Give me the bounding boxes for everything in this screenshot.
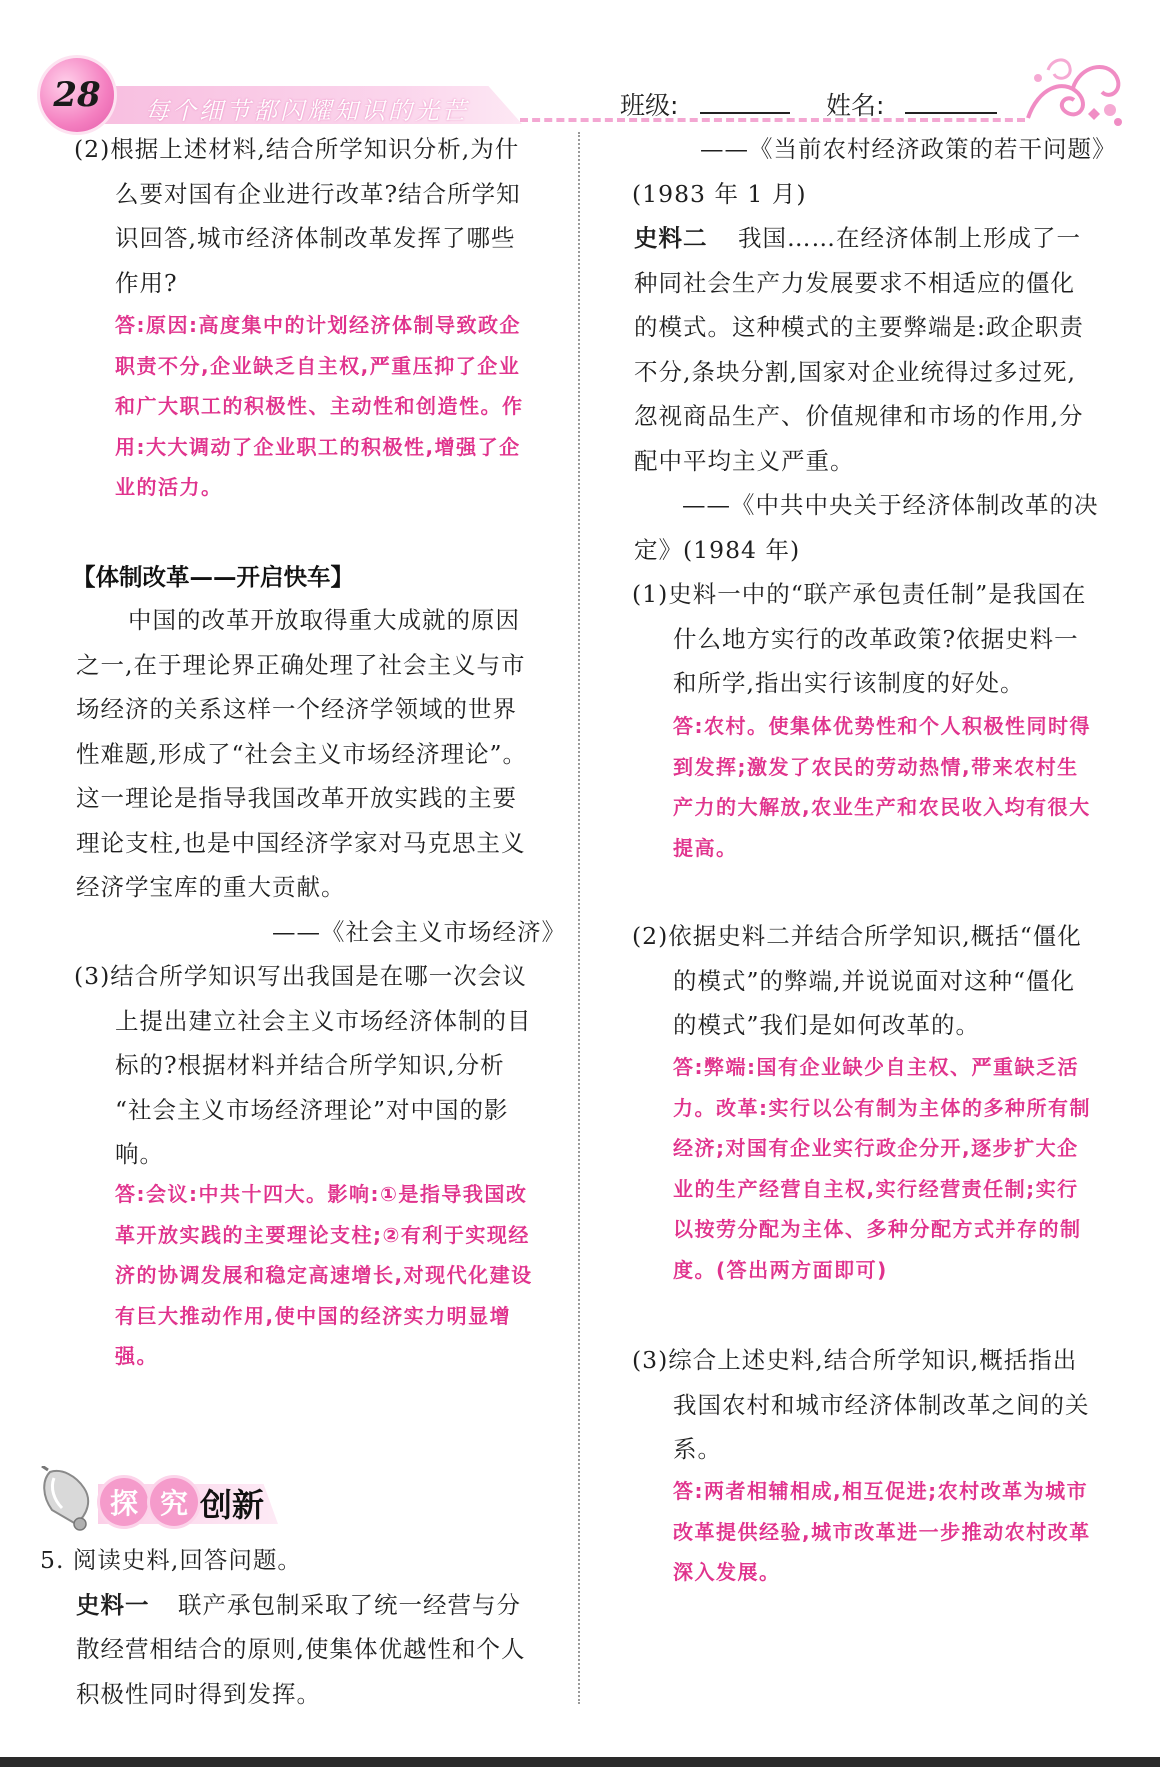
answer-1-line: 提高。	[673, 835, 738, 860]
name-field-input[interactable]	[905, 112, 997, 114]
question-3-line: 上提出建立社会主义市场经济体制的目	[115, 1006, 532, 1035]
answer-3-right-line: 改革提供经验,城市改革进一步推动农村改革	[673, 1519, 1091, 1544]
answer-2-line: 职责不分,企业缺乏自主权,严重压抑了企业	[115, 353, 521, 378]
answer-3-right-line: 答:两者相辅相成,相互促进;农村改革为城市	[673, 1479, 1089, 1503]
answer-2-right-line: 业的生产经营自主权,实行经营责任制;实行	[673, 1176, 1079, 1201]
footer-bar	[0, 1757, 1160, 1767]
question-3-right-line: (3)综合上述史料,结合所学知识,概括指出	[632, 1346, 1078, 1374]
material-2-line: 配中平均主义严重。	[634, 446, 855, 475]
question-3-line: (3)结合所学知识写出我国是在哪一次会议	[74, 962, 527, 990]
material-2-source: ——《中共中央关于经济体制改革的决	[682, 491, 1099, 519]
answer-2-right-line: 以按劳分配为主体、多种分配方式并存的制	[673, 1217, 1082, 1241]
answer-2-right-line: 经济;对国有企业实行政企分开,逐步扩大企	[673, 1136, 1079, 1160]
question-2-right-line: (2)依据史料二并结合所学知识,概括“僵化	[632, 922, 1082, 950]
answer-1-line: 到发挥;激发了农民的劳动热情,带来农村生	[673, 754, 1079, 779]
material-1-label: 史料一	[76, 1590, 150, 1619]
flower-ornament-icon	[1018, 48, 1128, 132]
passage-line: 经济学宝库的重大贡献。	[76, 873, 346, 901]
header-dashed-divider	[520, 118, 1025, 122]
answer-3-line: 济的协调发展和稳定高速增长,对现代化建设	[115, 1263, 533, 1287]
passage-line: 中国的改革开放取得重大成就的原因	[128, 606, 520, 634]
passage-line: 这一理论是指导我国改革开放实践的主要	[76, 784, 517, 812]
answer-3-line: 革开放实践的主要理论支柱;②有利于实现经	[115, 1222, 530, 1247]
passage-source: ——《社会主义市场经济》	[272, 917, 566, 946]
answer-3-line: 强。	[115, 1344, 158, 1368]
question-2-right-line: 的模式”我们是如何改革的。	[673, 1011, 981, 1039]
answer-1-line: 答:农村。使集体优势性和个人积极性同时得	[673, 714, 1091, 738]
question-5-intro: 5. 阅读史料,回答问题。	[40, 1546, 302, 1574]
question-2-line: 识回答,城市经济体制改革发挥了哪些	[115, 224, 516, 252]
page-number: 28	[53, 75, 101, 115]
bell-icon	[36, 1466, 96, 1532]
question-2-line: 么要对国有企业进行改革?结合所学知	[115, 179, 521, 208]
question-3-right-line: 我国农村和城市经济体制改革之间的关	[673, 1390, 1090, 1419]
question-2-line: (2)根据上述材料,结合所学知识分析,为什	[74, 135, 520, 163]
passage-line: 性难题,形成了“社会主义市场经济理论”。	[76, 739, 527, 768]
question-3-line: 标的?根据材料并结合所学知识,分析	[115, 1051, 505, 1079]
answer-1-line: 产力的大解放,农业生产和农民收入均有很大	[673, 795, 1091, 819]
class-field-input[interactable]	[700, 112, 790, 114]
answer-3-line: 有巨大推动作用,使中国的经济实力明显增	[115, 1303, 512, 1328]
class-field-label: 班级:	[620, 91, 679, 120]
answer-2-line: 业的活力。	[115, 475, 223, 499]
question-3-right-line: 系。	[673, 1435, 722, 1463]
question-1-line: 什么地方实行的改革政策?依据史料一	[673, 624, 1079, 653]
answer-2-line: 用:大大调动了企业职工的积极性,增强了企	[115, 434, 521, 459]
material-2-line: 种同社会生产力发展要求不相适应的僵化	[634, 268, 1075, 297]
page-number-badge	[40, 58, 114, 132]
question-2-right-line: 的模式”的弊端,并说说面对这种“僵化	[673, 966, 1075, 995]
material-1-source: ——《当前农村经济政策的若干问题》	[700, 135, 1117, 163]
answer-3-line: 答:会议:中共十四大。影响:①是指导我国改	[115, 1182, 528, 1206]
column-divider	[578, 132, 580, 1704]
material-2-line: 不分,条块分割,国家对企业统得过多过死,	[634, 357, 1076, 386]
material-2-label: 史料二	[634, 224, 708, 252]
material-2-line: 忽视商品生产、价值规律和市场的作用,分	[634, 402, 1084, 430]
material-2-line: 我国……在经济体制上形成了一	[738, 224, 1081, 252]
material-1-source: (1983 年 1 月)	[632, 179, 807, 208]
answer-2-right-line: 答:弊端:国有企业缺少自主权、严重缺乏活	[673, 1055, 1079, 1079]
material-2-line: 的模式。这种模式的主要弊端是:政企职责	[634, 313, 1084, 341]
question-3-line: “社会主义市场经济理论”对中国的影	[115, 1095, 509, 1124]
question-1-line: (1)史料一中的“联产承包责任制”是我国在	[632, 580, 1087, 608]
question-2-line: 作用?	[115, 268, 178, 297]
header-slogan: 每个细节都闪耀知识的光芒	[145, 97, 469, 125]
answer-2-right-line: 度。(答出两方面即可)	[673, 1257, 888, 1282]
answer-2-line: 和广大职工的积极性、主动性和创造性。作	[115, 394, 524, 418]
answer-2-right-line: 力。改革:实行以公有制为主体的多种所有制	[673, 1095, 1091, 1120]
section-heading: 【体制改革——开启快车】	[72, 563, 354, 591]
explore-char-badge: 究	[150, 1478, 198, 1526]
passage-line: 之一,在于理论界正确处理了社会主义与市	[76, 650, 526, 679]
passage-line: 理论支柱,也是中国经济学家对马克思主义	[76, 828, 526, 857]
passage-line: 场经济的关系这样一个经济学领域的世界	[76, 695, 517, 723]
name-field-label: 姓名:	[826, 91, 885, 120]
material-1-line: 积极性同时得到发挥。	[76, 1679, 321, 1708]
answer-2-line: 答:原因:高度集中的计划经济体制导致政企	[115, 313, 521, 337]
question-3-line: 响。	[115, 1140, 164, 1168]
material-1-line: 联产承包制采取了统一经营与分	[178, 1590, 521, 1619]
question-1-line: 和所学,指出实行该制度的好处。	[673, 669, 1025, 697]
explore-char-badge: 探	[100, 1478, 148, 1526]
material-2-source: 定》(1984 年)	[634, 535, 801, 564]
answer-3-right-line: 深入发展。	[673, 1560, 781, 1584]
explore-banner-title: 创新	[200, 1486, 265, 1524]
material-1-line: 散经营相结合的原则,使集体优越性和个人	[76, 1635, 526, 1663]
